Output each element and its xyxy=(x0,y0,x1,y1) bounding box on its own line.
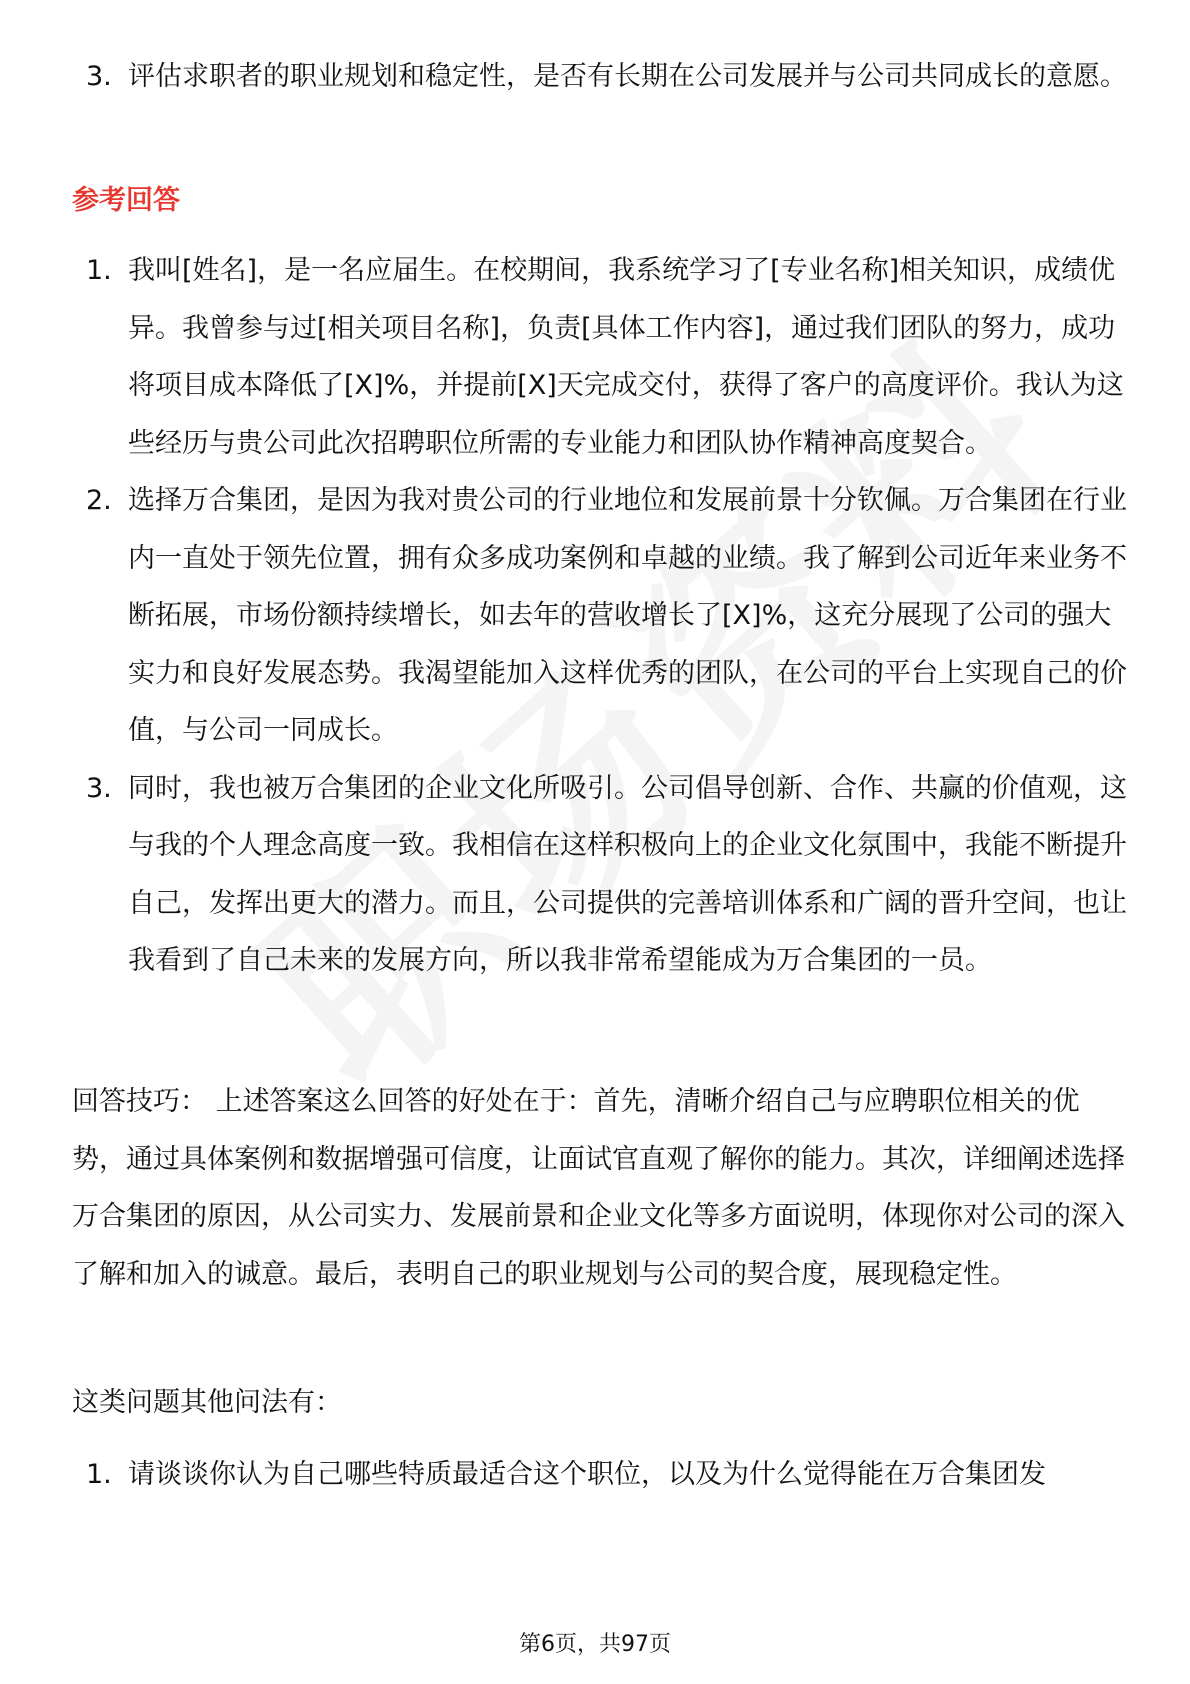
page-number-footer: 第6页，共97页 xyxy=(519,1632,671,1657)
list-item xyxy=(72,48,1132,106)
list-item-number: 2. xyxy=(86,485,112,516)
list-item-text: 同时，我也被万合集团的企业文化所吸引。公司倡导创新、合作、共赢的价值观，这与我的个人理念高度一致。我相信在这样积极向上的企业文化氛围中，我能不断提升自己，发挥出更大的潜力。而且，公司提供的完善培训体系和广阔的晋升空间，也让我看到了自己未来的发展方向，所以我非常希望能成为万合集团的一员。 xyxy=(128,772,1127,976)
list-item xyxy=(72,760,1132,990)
list-item xyxy=(72,242,1132,472)
other-questions-list xyxy=(72,1446,1132,1504)
other-questions-intro: 这类问题其他问法有： xyxy=(72,1387,342,1418)
reference-answer-list xyxy=(72,242,1132,990)
top-list xyxy=(72,48,1132,106)
list-item-number: 1. xyxy=(86,255,112,286)
list-item-text: 评估求职者的职业规划和稳定性，是否有长期在公司发展并与公司共同成长的意愿。 xyxy=(128,61,1127,92)
list-item xyxy=(72,472,1132,760)
reference-answer-heading: 参考回答 xyxy=(72,185,180,216)
list-item-text: 我叫[姓名]，是一名应届生。在校期间，我系统学习了[专业名称]相关知识，成绩优异。我曾参与过[相关项目名称]，负责[具体工作内容]，通过我们团队的努力，成功将项目成本降低了[X]%，并提前[X]天完成交付，获得了客户的高度评价。我认为这些经历与贵公司此次招聘职位所需的专业能力和团队协作精神高度契合。 xyxy=(128,255,1124,459)
list-item-number: 3. xyxy=(86,61,112,92)
list-item-number: 1. xyxy=(86,1459,112,1490)
list-item-text: 选择万合集团，是因为我对贵公司的行业地位和发展前景十分钦佩。万合集团在行业内一直处于领先位置，拥有众多成功案例和卓越的业绩。我了解到公司近年来业务不断拓展，市场份额持续增长，如去年的营收增长了[X]%，这充分展现了公司的强大实力和良好发展态势。我渴望能加入这样优秀的团队，在公司的平台上实现自己的价值，与公司一同成长。 xyxy=(128,485,1127,746)
tips-paragraph: 回答技巧： 上述答案这么回答的好处在于：首先，清晰介绍自己与应聘职位相关的优势，通过具体案例和数据增强可信度，让面试官直观了解你的能力。其次，详细阐述选择万合集团的原因，从公司实力、发展前景和企业文化等多方面说明，体现你对公司的深入了解和加入的诚意。最后，表明自己的职业规划与公司的契合度，展现稳定性。 xyxy=(72,1086,1125,1290)
list-item-text: 请谈谈你认为自己哪些特质最适合这个职位，以及为什么觉得能在万合集团发 xyxy=(128,1459,1046,1490)
list-item xyxy=(72,1446,1132,1504)
list-item-number: 3. xyxy=(86,772,112,804)
